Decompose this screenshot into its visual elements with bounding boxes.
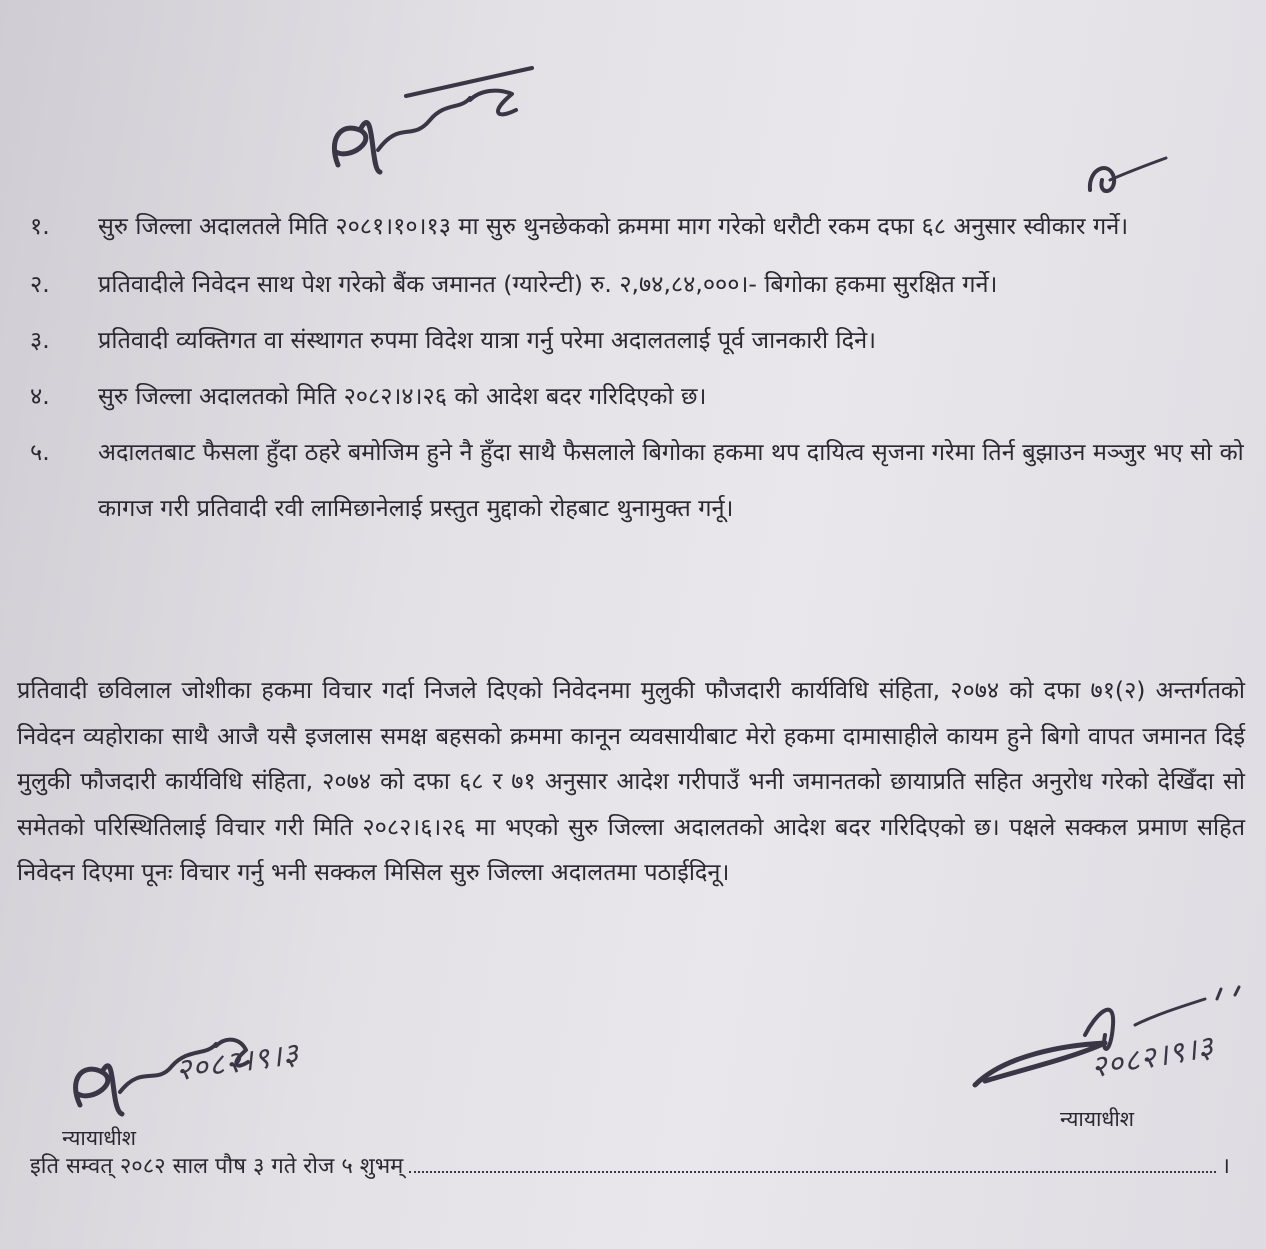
- top-signature: [320, 60, 540, 180]
- order-item-4: [30, 368, 1245, 424]
- right-signature-date: २०८२।९।३: [1088, 1029, 1217, 1086]
- order-item-text: प्रतिवादीले निवेदन साथ पेश गरेको बैंक जमानत (ग्यारेन्टी) रु. २,७४,८४,०००।- बिगोका हकमा सुरक्षित गर्ने।: [98, 270, 998, 298]
- order-item-3: [30, 312, 1245, 368]
- order-item-text: सुरु जिल्ला अदालतले मिति २०८१।१०।१३ मा सुरु थुनछेकको क्रममा माग गरेको धरौटी रकम दफा ६८ अनुसार स्वीकार गर्ने।: [98, 212, 1129, 240]
- order-item-text: प्रतिवादी व्यक्तिगत वा संस्थागत रुपमा विदेश यात्रा गर्नु परेमा अदालतलाई पूर्व जानकारी दिने।: [98, 326, 877, 354]
- order-item-5: [30, 424, 1245, 536]
- order-item-text: सुरु जिल्ला अदालतको मिति २०८२।४।२६ को आदेश बदर गरिदिएको छ।: [98, 382, 707, 410]
- left-judge-title: न्यायाधीश: [62, 1126, 137, 1150]
- order-item-number: १.: [30, 212, 50, 240]
- order-item-1: [30, 196, 1245, 256]
- closing-text: इति सम्वत् २०८२ साल पौष ३ गते रोज ५ शुभम्: [30, 1154, 404, 1179]
- order-list: [30, 196, 1245, 536]
- left-signature-date: २०८२।९।३: [173, 1036, 302, 1089]
- order-item-number: ४.: [30, 382, 50, 410]
- order-item-number: ५.: [30, 438, 50, 466]
- body-paragraph: प्रतिवादी छविलाल जोशीका हकमा विचार गर्दा निजले दिएको निवेदनमा मुलुकी फौजदारी कार्यविधि संहिता, २०७४ को दफा ७१(२) अन्तर्गतको निवेदन व्यहोराका साथै आजै यसै इजलास समक्ष बहसको क्रममा कानून व्यवसायीबाट मेरो हकमा दामासाहीले कायम हुने बिगो वापत जमानत दिई मुलुकी फौजदारी कार्यविधि संहिता, २०७४ को दफा ६८ र ७१ अनुसार आदेश गरीपाउँ भनी जमानतको छायाप्रति सहित अनुरोध गरेको देखिँदा सो समेतको परिस्थितिलाई विचार गरी मिति २०८२।६।२६ मा भएको सुरु जिल्ला अदालतको आदेश बदर गरिदिएको छ। पक्षले सक्कल प्रमाण सहित निवेदन दिएमा पूनः विचार गर्नु भनी सक्कल मिसिल सुरु जिल्ला अदालतमा पठाईदिनू।: [17, 676, 1245, 886]
- closing-line: [30, 1150, 1230, 1180]
- order-item-number: २.: [30, 270, 50, 298]
- dotted-leader: [409, 1153, 1215, 1173]
- right-judge-title: न्यायाधीश: [1060, 1107, 1135, 1131]
- closing-end-mark: ।: [1221, 1154, 1230, 1179]
- order-item-2: [30, 256, 1245, 312]
- order-item-text: अदालतबाट फैसला हुँदा ठहरे बमोजिम हुने नै हुँदा साथै फैसलाले बिगोका हकमा थप दायित्व सृजना गरेमा तिर्न बुझाउन मञ्जुर भए सो को कागज गरी प्रतिवादी रवी लामिछानेलाई प्रस्तुत मुद्दाको रोहबाट थुनामुक्त गर्नू।: [98, 438, 1244, 522]
- order-item-number: ३.: [30, 326, 50, 354]
